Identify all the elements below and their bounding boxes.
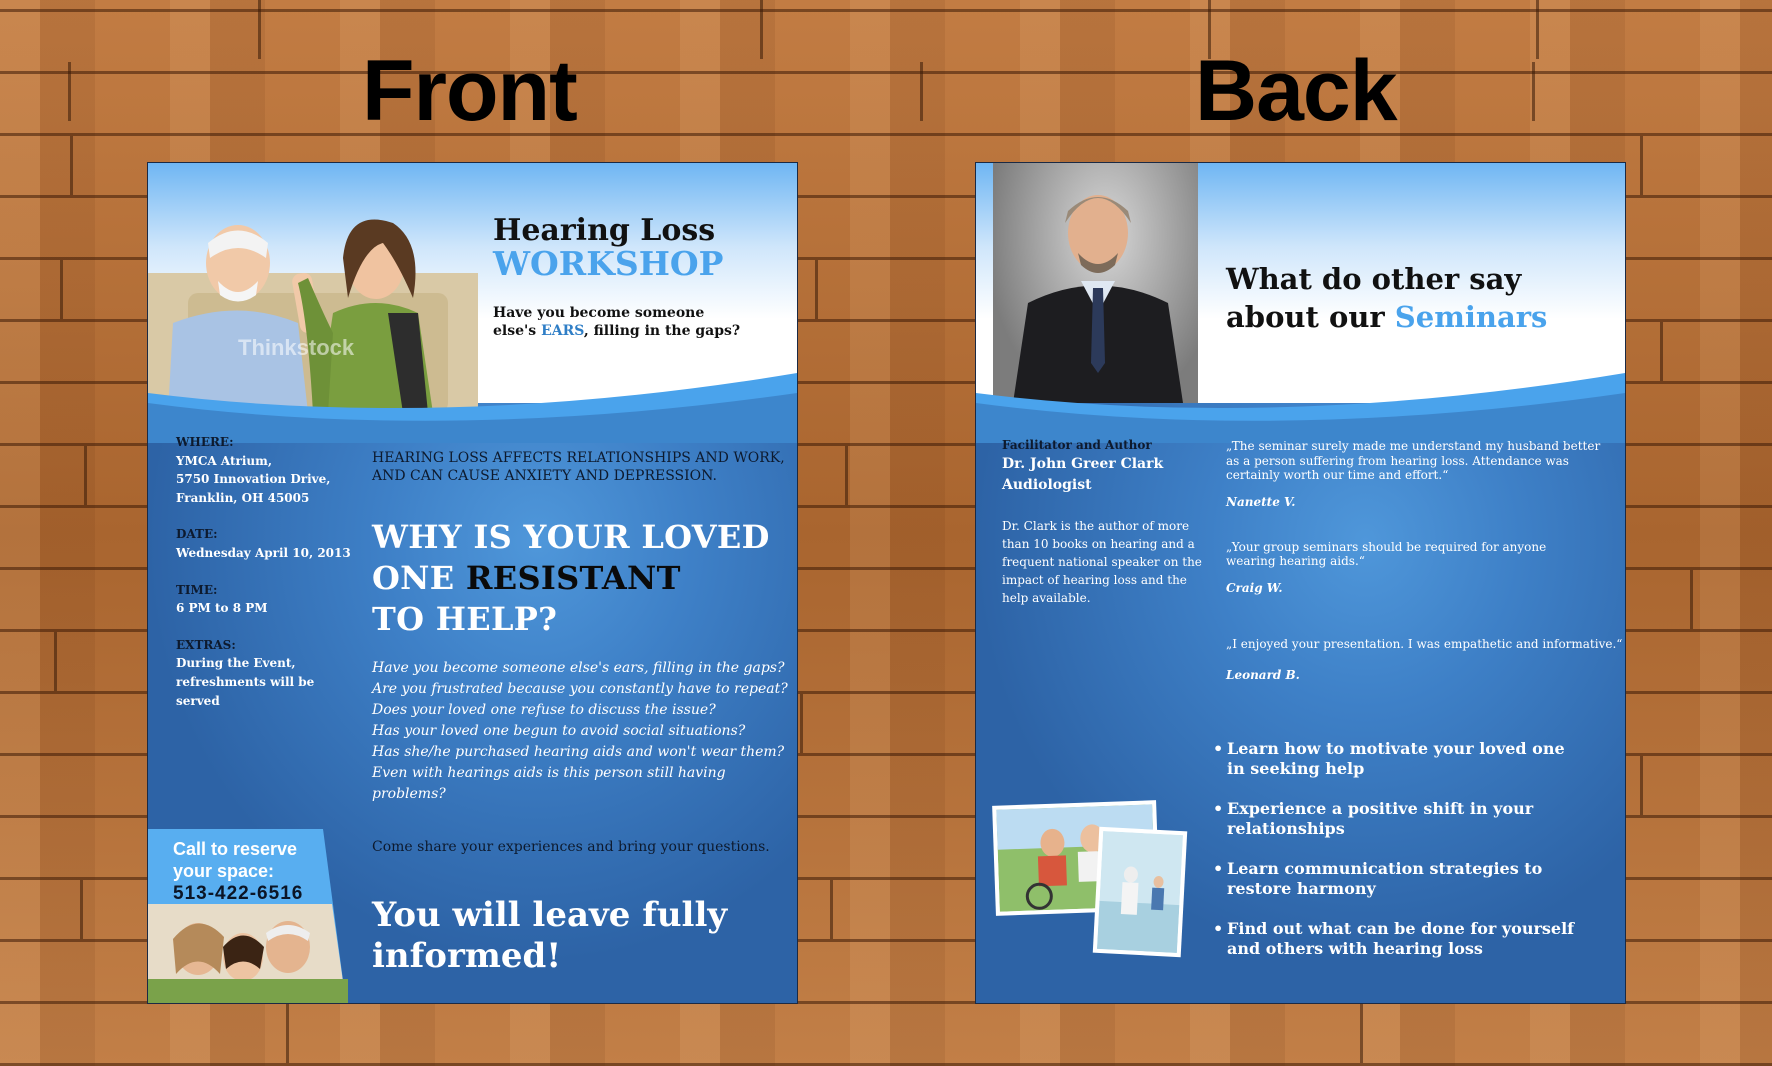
- quote-line: „I enjoyed your presentation. I was empathetic and informative.“: [1226, 637, 1623, 652]
- where-line: Franklin, OH 45005: [176, 490, 310, 505]
- question-item: Has your loved one begun to avoid social situations?: [372, 723, 746, 739]
- front-wave: [148, 353, 797, 443]
- benefit-item: • Learn communication strategies to restore harmony: [1213, 859, 1574, 899]
- quote-author: Craig W.: [1226, 580, 1283, 595]
- facilitator-role: Audiologist: [1002, 476, 1092, 493]
- where-line: 5750 Innovation Drive,: [176, 472, 331, 487]
- front-heading: Front: [362, 43, 577, 139]
- time-value: 6 PM to 8 PM: [176, 601, 268, 616]
- testimonial: [1226, 637, 1622, 682]
- quote-line: certainly worth our time and effort.“: [1226, 468, 1449, 483]
- front-flyer: [147, 162, 798, 1004]
- where-label: WHERE:: [176, 435, 234, 449]
- question-item: Have you become someone else's ears, filling in the gaps?: [372, 660, 785, 676]
- benefit-item: • Find out what can be done for yourself and others with hearing loss: [1213, 919, 1574, 959]
- bio-line: Dr. Clark is the author of more: [1002, 519, 1190, 533]
- facilitator-name: Dr. John Greer Clark: [1002, 456, 1164, 473]
- intro-line1: HEARING LOSS AFFECTS RELATIONSHIPS AND WORK,: [372, 450, 785, 466]
- back-flyer: [975, 162, 1626, 1004]
- quote-line: wearing hearing aids.“: [1226, 554, 1365, 569]
- question-item: Even with hearings aids is this person still having problems?: [372, 765, 726, 802]
- couple-beach-photo: [1093, 827, 1187, 957]
- why-line1: WHY IS YOUR LOVED: [372, 518, 770, 556]
- quote-line: „The seminar surely made me understand my husband better: [1226, 439, 1601, 453]
- front-subtitle-post: , filling in the gaps?: [583, 322, 741, 339]
- bio-line: than 10 books on hearing and a: [1002, 537, 1195, 551]
- testimonial: [1226, 439, 1622, 510]
- question-item: Does your loved one refuse to discuss the issue?: [372, 702, 716, 718]
- back-heading: Back: [1195, 43, 1397, 139]
- bio-line: impact of hearing loss and the: [1002, 573, 1187, 587]
- call-line2: your space:: [173, 860, 275, 881]
- front-title-line1: Hearing Loss: [493, 213, 716, 248]
- date-value: Wednesday April 10, 2013: [176, 545, 351, 560]
- bio-line: help available.: [1002, 591, 1091, 605]
- intro-line2: AND CAN CAUSE ANXIETY AND DEPRESSION.: [372, 467, 717, 484]
- where-line: YMCA Atrium,: [176, 453, 273, 468]
- benefit-item: • Experience a positive shift in your relationships: [1213, 799, 1574, 839]
- extras-line: refreshments will be: [176, 674, 315, 689]
- why-line2-a: ONE: [372, 558, 466, 597]
- back-title-line2-a: about our: [1226, 299, 1395, 334]
- bio-line: frequent national speaker on the: [1002, 555, 1202, 569]
- leave-line2: informed!: [372, 935, 562, 976]
- front-subtitle-ears: EARS: [541, 322, 584, 339]
- quote-author: Leonard B.: [1226, 668, 1300, 682]
- phone-number[interactable]: 513-422-6516: [173, 883, 304, 904]
- front-subtitle-line1: Have you become someone: [493, 305, 705, 321]
- date-label: DATE:: [176, 527, 218, 542]
- back-title-line1: What do other say: [1226, 262, 1522, 296]
- quote-line: „Your group seminars should be required for anyone: [1226, 539, 1547, 554]
- extras-line: served: [176, 693, 220, 708]
- quote-author: Nanette V.: [1226, 494, 1296, 509]
- share-text: Come share your experiences and bring your questions.: [372, 839, 770, 855]
- call-line1: Call to reserve: [173, 839, 298, 859]
- question-item: Are you frustrated because you constantly have to repeat?: [372, 681, 788, 697]
- benefit-item: • Learn how to motivate your loved one in seeking help: [1213, 739, 1574, 779]
- back-wave: [976, 353, 1625, 443]
- front-title-line2: WORKSHOP: [493, 243, 724, 283]
- time-label: TIME:: [176, 582, 218, 597]
- quote-line: as a person suffering from hearing loss. Attendance was: [1226, 453, 1569, 468]
- leave-line1: You will leave fully: [372, 895, 728, 935]
- why-line3: TO HELP?: [372, 599, 558, 638]
- back-title-line2-b: Seminars: [1394, 299, 1548, 334]
- extras-line: During the Event,: [176, 656, 296, 671]
- call-box: [148, 829, 348, 1003]
- question-item: Has she/he purchased hearing aids and won't wear them?: [372, 744, 785, 760]
- front-subtitle-pre: else's: [493, 322, 542, 339]
- facilitator-label: Facilitator and Author: [1002, 438, 1152, 452]
- extras-label: EXTRAS:: [176, 637, 236, 652]
- watermark-text: Thinkstock: [238, 335, 355, 360]
- why-line2-b: RESISTANT: [465, 558, 681, 597]
- testimonial: [1226, 540, 1622, 596]
